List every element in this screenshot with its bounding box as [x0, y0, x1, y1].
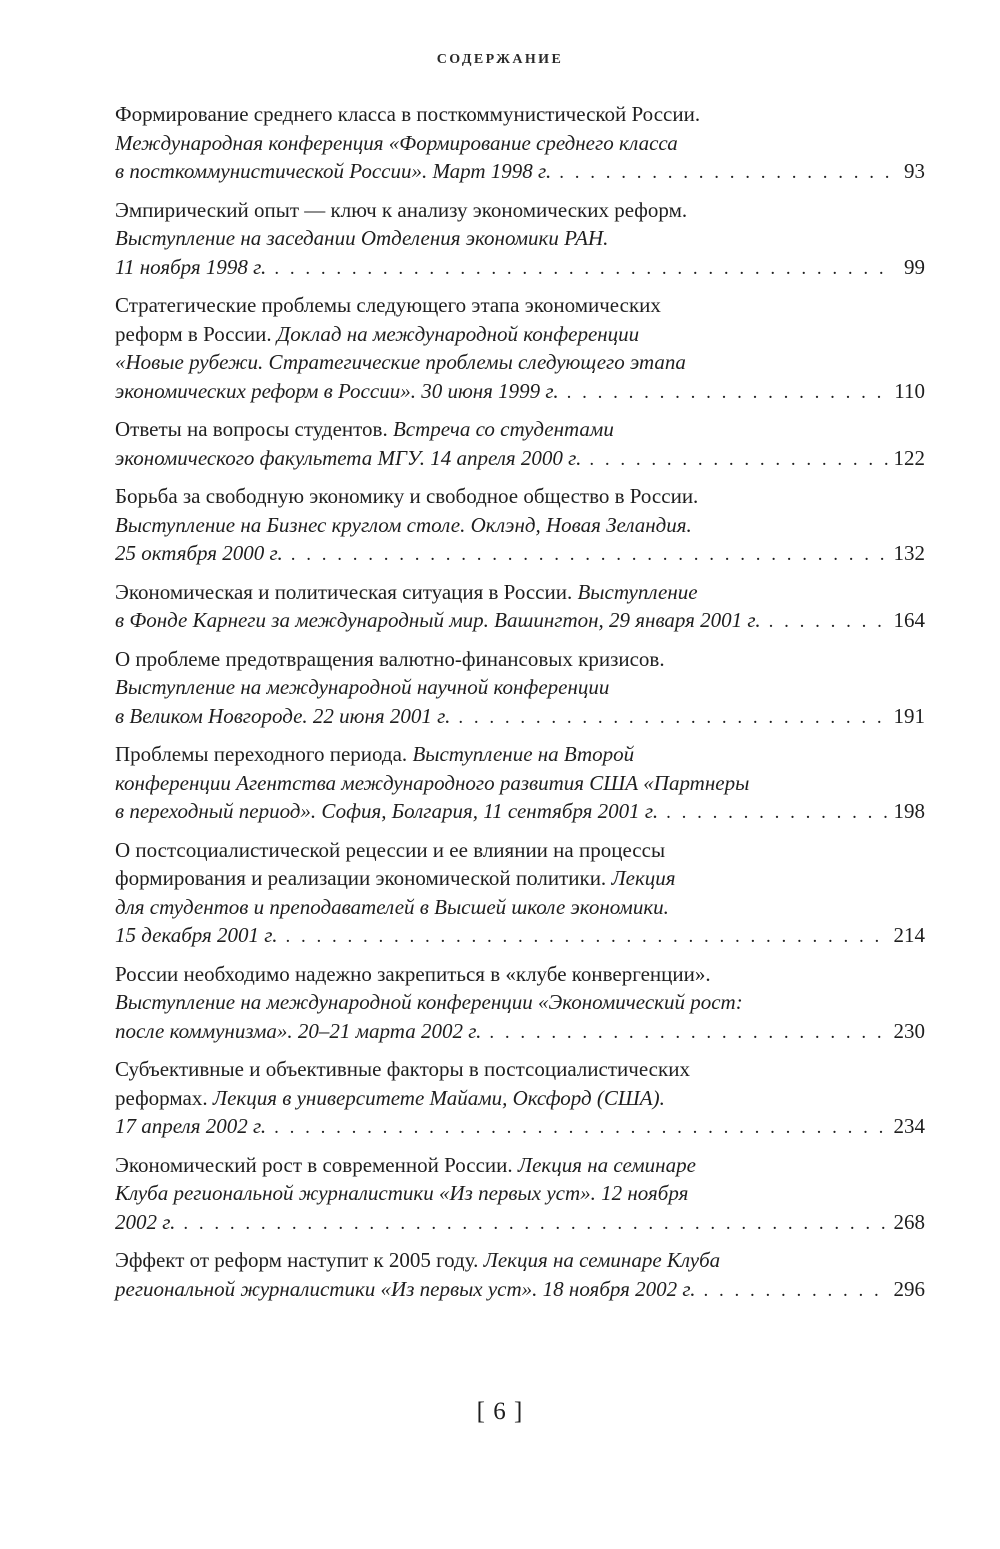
toc-entry-line — [115, 1055, 925, 1084]
toc-page-number: 230 — [893, 1018, 925, 1043]
toc-line-text — [115, 962, 711, 986]
dot-leader — [769, 608, 888, 637]
dot-leader — [291, 541, 888, 570]
toc-line-text — [115, 377, 559, 406]
toc-entry-line — [115, 291, 925, 320]
toc-entry-title: Экономический рост в современной России. — [115, 1152, 518, 1177]
toc-page-number: 110 — [894, 378, 925, 403]
toc-entry-line — [115, 1084, 925, 1113]
toc-entry — [115, 415, 925, 472]
toc-entry-description: Выступление — [577, 579, 698, 604]
toc-entry-line — [115, 606, 925, 635]
toc-line-text — [115, 1112, 266, 1141]
toc-entry-line — [115, 1151, 925, 1180]
toc-entry-title: Проблемы переходного периода. — [115, 742, 413, 766]
toc-entry-line — [115, 836, 925, 865]
toc-entry-description: «Новые рубежи. Стратегические проблемы следующего этапа — [115, 350, 686, 374]
toc-entry — [115, 578, 925, 635]
toc-entry-title: О проблеме предотвращения валютно-финансовых кризисов. — [115, 646, 665, 671]
toc-line-text — [115, 1017, 481, 1046]
toc-line-text — [115, 350, 686, 374]
toc-line-text — [115, 1208, 175, 1237]
toc-line-text — [115, 198, 687, 222]
toc-entry — [115, 1055, 925, 1141]
dot-leader — [274, 255, 889, 284]
toc-line-text — [115, 1181, 688, 1205]
dot-leader — [489, 1019, 887, 1048]
toc-entry-line — [115, 740, 925, 769]
toc-entry-line — [115, 348, 925, 377]
toc-line-text — [115, 293, 661, 317]
toc-line-text — [115, 797, 658, 826]
toc-entry-line — [115, 645, 925, 674]
toc-page-number: 99 — [904, 254, 925, 279]
toc-entry-description: региональной журналистики «Из первых уст». 18 ноября 2002 г. — [115, 1276, 696, 1301]
toc-line-text — [115, 838, 665, 862]
dot-leader — [285, 923, 887, 952]
toc-line-text — [115, 131, 678, 155]
toc-line-text — [115, 675, 609, 699]
toc-entry-line — [115, 482, 925, 511]
toc-line-text — [115, 866, 676, 890]
toc-entry-description: в посткоммунистической России». Март 1998 г. — [115, 159, 552, 183]
dot-leader — [458, 704, 887, 733]
toc-line-text — [115, 1153, 696, 1177]
toc-line-text — [115, 921, 277, 950]
toc-line-text — [115, 253, 266, 282]
toc-line-text — [115, 771, 749, 795]
toc-entry-line — [115, 893, 925, 922]
toc-line-text — [115, 417, 614, 441]
dot-leader — [274, 1114, 887, 1143]
toc-entry — [115, 482, 925, 568]
toc-entry-line — [115, 1246, 925, 1275]
toc-entry-title: Эмпирический опыт — ключ к анализу экономических реформ. — [115, 197, 688, 222]
toc-entry-line — [115, 253, 925, 282]
toc-entry-title: реформ в России. — [115, 321, 277, 346]
table-of-contents — [115, 100, 925, 1313]
toc-entry-description: Клуба региональной журналистики «Из первых уст». 12 ноября — [115, 1181, 689, 1205]
toc-entry-description: Выступление на Второй — [412, 742, 635, 766]
toc-entry-line — [115, 320, 925, 349]
toc-entry — [115, 100, 925, 186]
toc-entry-line — [115, 224, 925, 253]
toc-entry-line — [115, 1017, 925, 1046]
toc-entry-title: Субъективные и объективные факторы в постсоциалистических — [115, 1057, 690, 1081]
toc-entry-line — [115, 377, 925, 406]
toc-entry-description: Выступление на международной научной конференции — [115, 675, 610, 699]
toc-page-number: 164 — [893, 608, 925, 632]
toc-entry-line — [115, 100, 925, 129]
toc-entry-title: реформах. — [115, 1085, 213, 1110]
toc-entry-line — [115, 673, 925, 702]
toc-entry — [115, 196, 925, 282]
running-head: СОДЕРЖАНИЕ — [436, 52, 564, 67]
toc-page-number: 214 — [893, 923, 925, 947]
toc-entry-description: для студентов и преподавателей в Высшей школе экономики. — [115, 894, 669, 919]
toc-entry-line — [115, 988, 925, 1017]
toc-page-number: 198 — [893, 799, 925, 823]
toc-line-text — [115, 1057, 690, 1081]
toc-entry-line — [115, 702, 925, 731]
toc-page-number: 234 — [893, 1114, 925, 1138]
toc-line-text — [115, 322, 639, 346]
toc-entry-description: Международная конференция «Формирование среднего класса — [115, 130, 678, 155]
toc-entry-line — [115, 1112, 925, 1141]
dot-leader — [567, 379, 889, 408]
toc-entry-description: Лекция на семинаре Клуба — [483, 1248, 721, 1272]
toc-entry-line — [115, 129, 925, 158]
toc-entry-line — [115, 444, 925, 473]
toc-page-number: 296 — [893, 1276, 925, 1301]
toc-entry-description: Лекция — [611, 866, 676, 890]
toc-line-text — [115, 990, 743, 1014]
toc-entry — [115, 291, 925, 405]
dot-leader — [183, 1210, 887, 1239]
toc-entry-line — [115, 797, 925, 826]
toc-entry-description: экономического факультета МГУ. 14 апреля 2000 г. — [115, 445, 582, 470]
toc-entry-description: 15 декабря 2001 г. — [115, 923, 278, 947]
toc-entry-description: Выступление на Бизнес круглом столе. Оклэнд, Новая Зеландия. — [115, 512, 692, 537]
page-number: [ 6 ] — [476, 1398, 524, 1425]
toc-entry-line — [115, 1275, 925, 1304]
toc-entry-line — [115, 1179, 925, 1208]
toc-entry-title: России необходимо надежно закрепиться в «клубе конвергенции». — [115, 961, 711, 986]
toc-entry-title: О постсоциалистической рецессии и ее влиянии на процессы — [115, 837, 666, 862]
toc-entry-title: Эффект от реформ наступит к 2005 году. — [115, 1248, 484, 1272]
dot-leader — [589, 446, 887, 475]
toc-entry-description: Встреча со студентами — [392, 417, 614, 441]
toc-line-text — [115, 1275, 696, 1304]
toc-line-text — [115, 484, 698, 508]
dot-leader — [704, 1277, 888, 1306]
toc-entry-line — [115, 415, 925, 444]
toc-entry-line — [115, 539, 925, 568]
toc-entry-description: экономических реформ в России». 30 июня 1999 г. — [115, 378, 559, 403]
toc-entry-description: 17 апреля 2002 г. — [115, 1114, 267, 1138]
toc-entry-line — [115, 960, 925, 989]
toc-entry-title: Борьба за свободную экономику и свободное общество в России. — [115, 484, 699, 508]
toc-line-text — [115, 895, 669, 919]
toc-entry-title: формирования и реализации экономической политики. — [115, 866, 612, 890]
dot-leader — [559, 159, 889, 188]
toc-entry-description: в Великом Новгороде. 22 июня 2001 г. — [115, 703, 451, 728]
toc-line-text — [115, 606, 761, 635]
toc-entry-description: Лекция в университете Майами, Оксфорд (США). — [212, 1085, 665, 1110]
toc-page-number: 122 — [893, 445, 925, 470]
toc-entry-description: конференции Агентства международного развития США «Партнеры — [115, 770, 750, 795]
toc-entry — [115, 645, 925, 731]
toc-line-text — [115, 444, 581, 473]
toc-line-text — [115, 226, 608, 250]
dot-leader — [666, 799, 887, 828]
toc-entry-line — [115, 921, 925, 950]
toc-entry-title: Ответы на вопросы студентов. — [115, 417, 393, 441]
toc-line-text — [115, 647, 665, 671]
toc-entry — [115, 960, 925, 1046]
toc-line-text — [115, 513, 692, 537]
toc-line-text — [115, 702, 450, 731]
toc-entry-line — [115, 511, 925, 540]
toc-entry — [115, 836, 925, 950]
toc-entry-line — [115, 1208, 925, 1237]
toc-page-number: 191 — [893, 703, 925, 728]
toc-entry-description: Доклад на международной конференции — [276, 321, 640, 346]
toc-line-text — [115, 1086, 665, 1110]
toc-line-text — [115, 1248, 720, 1272]
toc-line-text — [115, 157, 551, 186]
toc-entry-description: в переходный период». София, Болгария, 11 сентября 2001 г. — [115, 799, 659, 823]
toc-entry-line — [115, 196, 925, 225]
toc-entry-description: 25 октября 2000 г. — [115, 541, 283, 565]
toc-entry-line — [115, 769, 925, 798]
toc-entry-description: Выступление на международной конференции «Экономический рост: — [115, 990, 743, 1014]
toc-entry-description: в Фонде Карнеги за международный мир. Вашингтон, 29 января 2001 г. — [115, 608, 761, 632]
toc-entry-description: после коммунизма». 20–21 марта 2002 г. — [115, 1018, 482, 1043]
toc-line-text — [115, 580, 698, 604]
toc-page-number: 132 — [893, 541, 925, 565]
toc-entry-description: Лекция на семинаре — [517, 1152, 696, 1177]
toc-line-text — [115, 102, 700, 126]
toc-line-text — [115, 742, 634, 766]
toc-entry-line — [115, 578, 925, 607]
toc-entry-title: Формирование среднего класса в посткоммунистической России. — [115, 102, 701, 126]
toc-entry — [115, 1151, 925, 1237]
toc-entry-description: 2002 г. — [115, 1209, 176, 1234]
toc-entry-description: 11 ноября 1998 г. — [115, 254, 267, 279]
toc-page-number: 268 — [893, 1209, 925, 1234]
toc-entry — [115, 740, 925, 826]
toc-entry-line — [115, 157, 925, 186]
toc-entry-title: Стратегические проблемы следующего этапа экономических — [115, 293, 661, 317]
toc-line-text — [115, 539, 283, 568]
toc-entry — [115, 1246, 925, 1303]
toc-entry-title: Экономическая и политическая ситуация в России. — [115, 579, 578, 604]
toc-page-number: 93 — [904, 159, 925, 183]
toc-entry-line — [115, 864, 925, 893]
toc-entry-description: Выступление на заседании Отделения экономики РАН. — [115, 226, 609, 250]
